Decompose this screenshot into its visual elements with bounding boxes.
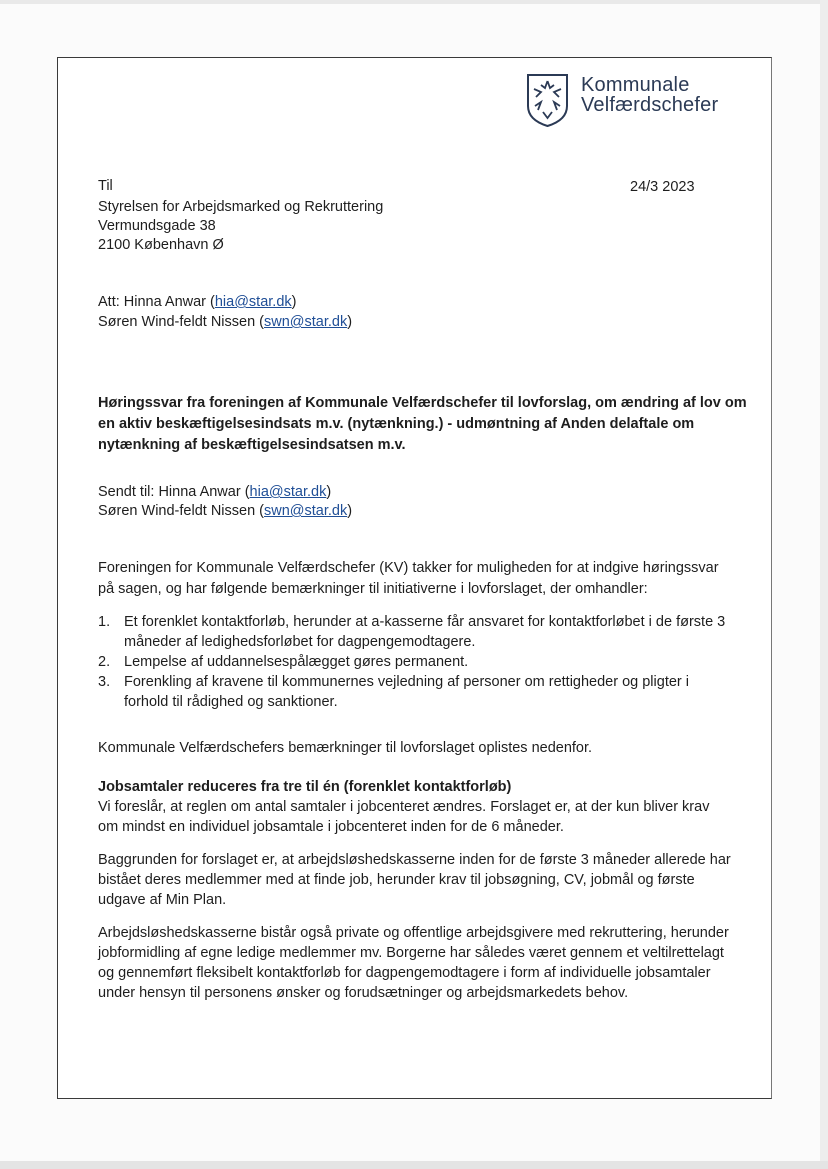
recipient-to: Til — [98, 178, 113, 194]
attention-line-2: Søren Wind-feldt Nissen (swn@star.dk) — [98, 314, 353, 330]
scan-edge-top — [0, 0, 828, 4]
email-link[interactable]: swn@star.dk — [264, 503, 348, 519]
section-paragraph-line: udgave af Min Plan. — [98, 892, 227, 908]
list-item: 2. Lempelse af uddannelsespålægget gøres permanent. — [98, 654, 469, 670]
subject-line-3: nytænkning af beskæftigelsesindsatsen m.v. — [98, 437, 406, 453]
logo — [525, 72, 718, 128]
shield-star-icon — [525, 72, 570, 128]
recipient-city: 2100 København Ø — [98, 237, 224, 253]
subject-line-1: Høringssvar fra foreningen af Kommunale Velfærdschefer til lovforslag, om ændring af lov om — [98, 395, 747, 411]
section-paragraph-line: Vi foreslår, at reglen om antal samtaler i jobcenteret ændres. Forslaget er, at der kun bliver krav — [98, 799, 710, 815]
email-link[interactable]: swn@star.dk — [264, 314, 348, 330]
remarks-intro: Kommunale Velfærdschefers bemærkninger til lovforslaget oplistes nedenfor. — [98, 740, 593, 756]
attention-line-1: Att: Hinna Anwar (hia@star.dk) — [98, 294, 297, 310]
section-paragraph-line: og gennemført fleksibelt kontaktforløb for dagpengemodtagere i form af individuelle jobsamtaler — [98, 965, 711, 981]
section-heading: Jobsamtaler reduceres fra tre til én (forenklet kontaktforløb) — [98, 779, 512, 795]
recipient-street: Vermundsgade 38 — [98, 218, 216, 234]
section-paragraph-line: om mindst en individuel jobsamtale i jobcenteret inden for de 6 måneder. — [98, 819, 564, 835]
recipient-org: Styrelsen for Arbejdsmarked og Rekruttering — [98, 199, 384, 215]
scan-edge-bottom — [0, 1161, 828, 1169]
scan-edge-right — [820, 0, 828, 1169]
subject-line-2: en aktiv beskæftigelsesindsats m.v. (nytænkning.) - udmøntning af Anden delaftale om — [98, 416, 695, 432]
email-link[interactable]: hia@star.dk — [214, 294, 292, 310]
section-paragraph-line: Baggrunden for forslaget er, at arbejdsløshedskasserne inden for de første 3 måneder allerede har — [98, 852, 731, 868]
section-paragraph-line: Arbejdsløshedskasserne bistår også private og offentlige arbejdsgivere med rekruttering, herunder — [98, 925, 729, 941]
logo-line-2: Velfærdschefer — [581, 94, 719, 116]
section-paragraph-line: jobformidling af egne ledige medlemmer mv. Borgerne har således været gennem et veltilrettelagt — [98, 945, 724, 961]
section-paragraph-line: bistået deres medlemmer med at finde job, herunder krav til jobsøgning, CV, jobmål og første — [98, 872, 695, 888]
list-item: 1. Et forenklet kontaktforløb, herunder at a-kasserne får ansvaret for kontaktforløbet i de første 3 måneder af ledighedsforløbet for dagpengemodtagere. — [98, 614, 726, 650]
initiatives-list — [98, 612, 725, 712]
section-paragraph-line: under hensyn til personens ønsker og forudsætninger og arbejdsmarkedets behov. — [98, 985, 629, 1001]
sent-line-2: Søren Wind-feldt Nissen (swn@star.dk) — [98, 503, 353, 519]
intro-line-2: på sagen, og har følgende bemærkninger til initiativerne i lovforslaget, der omhandler: — [98, 581, 648, 597]
intro-line-1: Foreningen for Kommunale Velfærdschefer (KV) takker for muligheden for at indgive høringssvar — [98, 560, 719, 576]
list-item: 3. Forenkling af kravene til kommunernes vejledning af personer om rettigheder og pligter i forhold til rådighed og sanktioner. — [98, 674, 689, 710]
sent-line-1: Sendt til: Hinna Anwar (hia@star.dk) — [98, 484, 332, 500]
logo-line-1: Kommunale — [581, 74, 690, 96]
letter-date: 24/3 2023 — [630, 179, 695, 195]
email-link[interactable]: hia@star.dk — [249, 484, 327, 500]
